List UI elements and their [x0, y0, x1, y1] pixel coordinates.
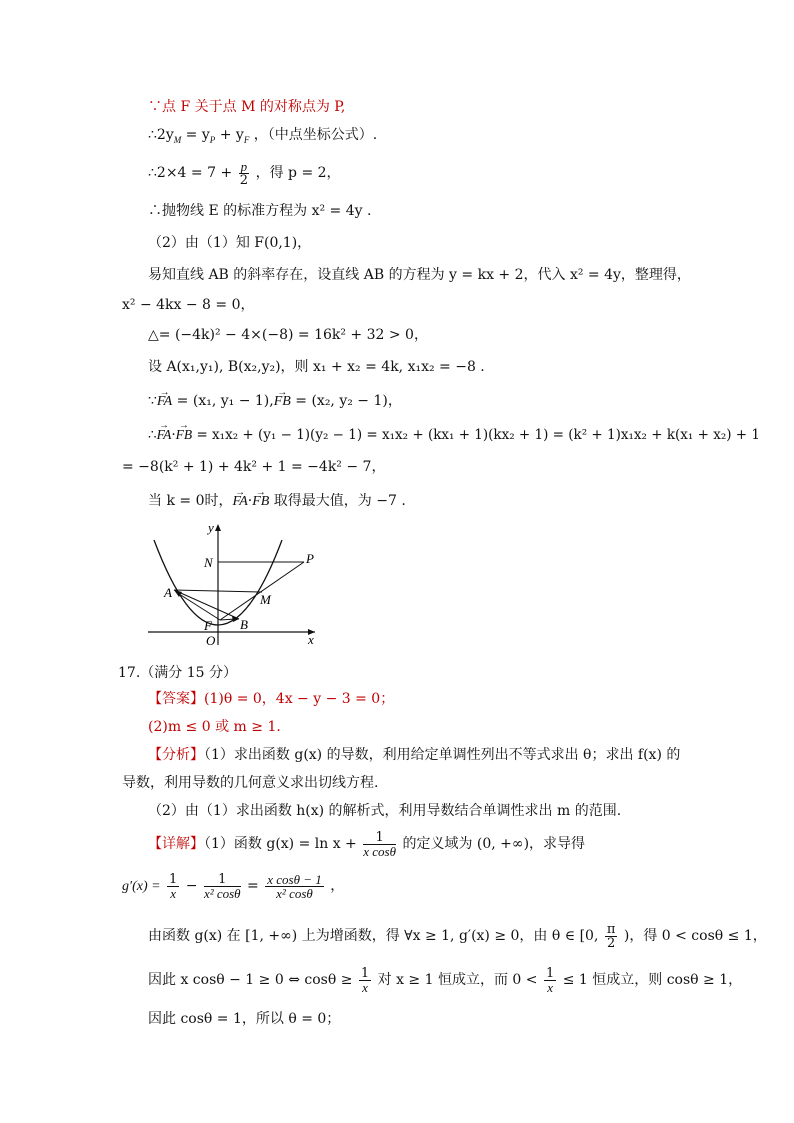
y-axis-arrow	[215, 524, 221, 531]
text: ·	[171, 427, 176, 443]
text: = x₁x₂ + (y₁ − 1)(y₂ − 1) = x₁x₂ + (kx₁ + 1)(kx₂ + 1) = (k² + 1)x₁x₂ + k(x₁ + x₂) + 1	[192, 427, 760, 443]
line-vieta	[148, 358, 485, 376]
text: 对 x ≥ 1 恒成立，而 0 <	[377, 972, 538, 988]
line-maximum	[148, 492, 406, 511]
text: (1)θ = 0，4x − y − 3 = 0；	[204, 691, 395, 707]
fraction-1-over-x	[167, 873, 179, 900]
fraction-1-over-x2cos	[204, 873, 241, 900]
label-y: y	[208, 520, 214, 535]
text: 易知直线 AB 的斜率存在，设直线 AB 的方程为 y = kx + 2，代入 x² = 4y，整理得，	[148, 267, 691, 283]
text: ∵	[148, 393, 157, 409]
line-quadratic	[122, 296, 255, 314]
sub: F	[243, 134, 250, 145]
vector-fb: → FB	[274, 393, 291, 411]
vector-fb: → FB	[176, 426, 193, 444]
text: ，得 p = 2，	[255, 165, 341, 181]
analysis-line-1	[148, 746, 680, 764]
fraction-1-over-xcos	[363, 831, 396, 858]
text: ∴2×4 = 7 +	[148, 165, 233, 181]
answer-line-2	[148, 718, 281, 736]
text: (2)m ≤ 0 或 m ≥ 1.	[148, 719, 281, 735]
line-symmetric-point	[148, 98, 345, 116]
numerator: 1	[363, 831, 396, 845]
vector-fa: → FA	[157, 393, 172, 411]
line-midpoint	[148, 126, 377, 149]
detail-tag: 【详解】	[148, 836, 204, 852]
text: ·	[247, 493, 253, 509]
analysis-tag: 【分析】	[148, 747, 204, 763]
analysis-line-2	[122, 774, 378, 792]
text: ∴抛物线 E 的标准方程为 x² = 4y .	[148, 203, 372, 219]
text: g′(x) =	[122, 879, 161, 894]
text: =	[247, 878, 259, 894]
parabola-figure	[140, 520, 330, 650]
sub: M	[173, 134, 182, 145]
line-dot-result	[122, 458, 385, 476]
text: = (x₁, y₁ − 1),	[172, 393, 274, 409]
text: ∴	[148, 427, 157, 443]
text: （2）由（1）求出函数 h(x) 的解析式，利用导数结合单调性求出 m 的范围.	[148, 803, 622, 819]
text: 设 A(x₁,y₁), B(x₂,y₂)，则 x₁ + x₂ = 4k, x₁x₂ = −8 .	[148, 359, 485, 375]
vector-fa-line	[176, 592, 220, 620]
line-vectors	[148, 392, 402, 411]
text: x² − 4kx − 8 = 0，	[122, 297, 255, 313]
detail-line-increasing	[148, 920, 767, 952]
text: )，得 0 < cosθ ≤ 1，	[623, 928, 767, 944]
text: ≤ 1 恒成立，则 cosθ ≥ 1，	[562, 972, 743, 988]
fraction-1-over-x	[544, 967, 556, 994]
text: 取得最大值，为 −7 .	[269, 493, 406, 509]
fraction-combined	[265, 873, 324, 900]
detail-line-1	[148, 828, 585, 860]
analysis-line-3	[148, 802, 621, 820]
label-n: N	[204, 555, 213, 570]
text: ∵点 F 关于点 M 的对称点为 P,	[148, 99, 346, 115]
label-a: A	[164, 585, 172, 600]
detail-line-cos	[148, 964, 742, 996]
text: = (x₂, y₂ − 1)，	[290, 393, 402, 409]
line-part2	[148, 234, 311, 252]
text: △= (−4k)² − 4×(−8) = 16k² + 32 > 0，	[148, 327, 428, 343]
text: （2）由（1）知 F(0,1)，	[148, 235, 312, 251]
numerator: 1	[360, 965, 370, 981]
numerator: x cosθ − 1	[267, 871, 322, 887]
fraction-p-over-2	[239, 160, 250, 187]
text: （1）求出函数 g(x) 的导数，利用给定单调性列出不等式求出 θ；求出 f(x) 的	[204, 747, 681, 763]
answer-tag: 【答案】	[148, 691, 204, 707]
line-solve-p	[148, 158, 341, 188]
question-17-title	[118, 664, 237, 682]
text: −	[185, 878, 198, 894]
text: 导数，利用导数的几何意义求出切线方程.	[122, 775, 379, 791]
label-b: B	[240, 617, 248, 632]
sub: P	[209, 134, 216, 145]
text: 17.（满分 15 分）	[118, 665, 237, 681]
denominator: 2	[606, 935, 616, 951]
text: 的定义域为 (0, +∞)，求导得	[402, 836, 586, 852]
denominator: x	[362, 979, 368, 995]
denominator: 2	[239, 172, 249, 188]
answer-line-1	[148, 690, 394, 708]
vector-fb: → FB	[252, 493, 269, 511]
text: = y	[181, 127, 210, 143]
numerator: 1	[169, 871, 178, 887]
text: （1）函数 g(x) = ln x +	[204, 836, 357, 852]
numerator: π	[606, 921, 616, 937]
label-p: P	[306, 551, 314, 566]
label-m: M	[260, 592, 271, 607]
vector-fa: → FA	[157, 426, 172, 444]
text: ，	[330, 878, 345, 894]
line-dot-product	[148, 426, 760, 444]
text: 因此 x cosθ − 1 ≥ 0 ⇔ cosθ ≥	[148, 972, 353, 988]
fraction-pi-over-2	[605, 923, 618, 950]
detail-line-derivative	[122, 870, 344, 903]
numerator: p	[240, 158, 248, 174]
label-x: x	[308, 632, 314, 647]
denominator: x² cosθ	[203, 885, 241, 901]
line-discriminant	[148, 326, 428, 344]
denominator: x cosθ	[363, 843, 396, 859]
numerator: 1	[545, 965, 555, 981]
line-line-ab	[148, 266, 691, 284]
numerator: 1	[204, 873, 241, 887]
denominator: x	[170, 885, 177, 901]
text: 当 k = 0时，	[148, 493, 233, 509]
denominator: x² cosθ	[276, 885, 313, 901]
text: 因此 cosθ = 1，所以 θ = 0；	[148, 1011, 341, 1027]
text: + y	[215, 127, 244, 143]
text: ∴2y	[148, 127, 174, 143]
line-ab	[174, 590, 239, 619]
label-f: F	[204, 618, 212, 633]
text: ，（中点坐标公式）.	[249, 127, 378, 143]
label-o: O	[206, 633, 216, 648]
fraction-1-over-x	[359, 967, 371, 994]
text: = −8(k² + 1) + 4k² + 1 = −4k² − 7，	[122, 459, 386, 475]
detail-line-conclusion	[148, 1010, 340, 1028]
denominator: x	[547, 979, 553, 995]
line-parabola-eq	[148, 202, 371, 220]
vector-fa: → FA	[232, 493, 247, 511]
text: 由函数 g(x) 在 [1, +∞) 上为增函数，得 ∀x ≥ 1, g′(x) ≥ 0，由 θ ∈ [0,	[148, 928, 599, 944]
